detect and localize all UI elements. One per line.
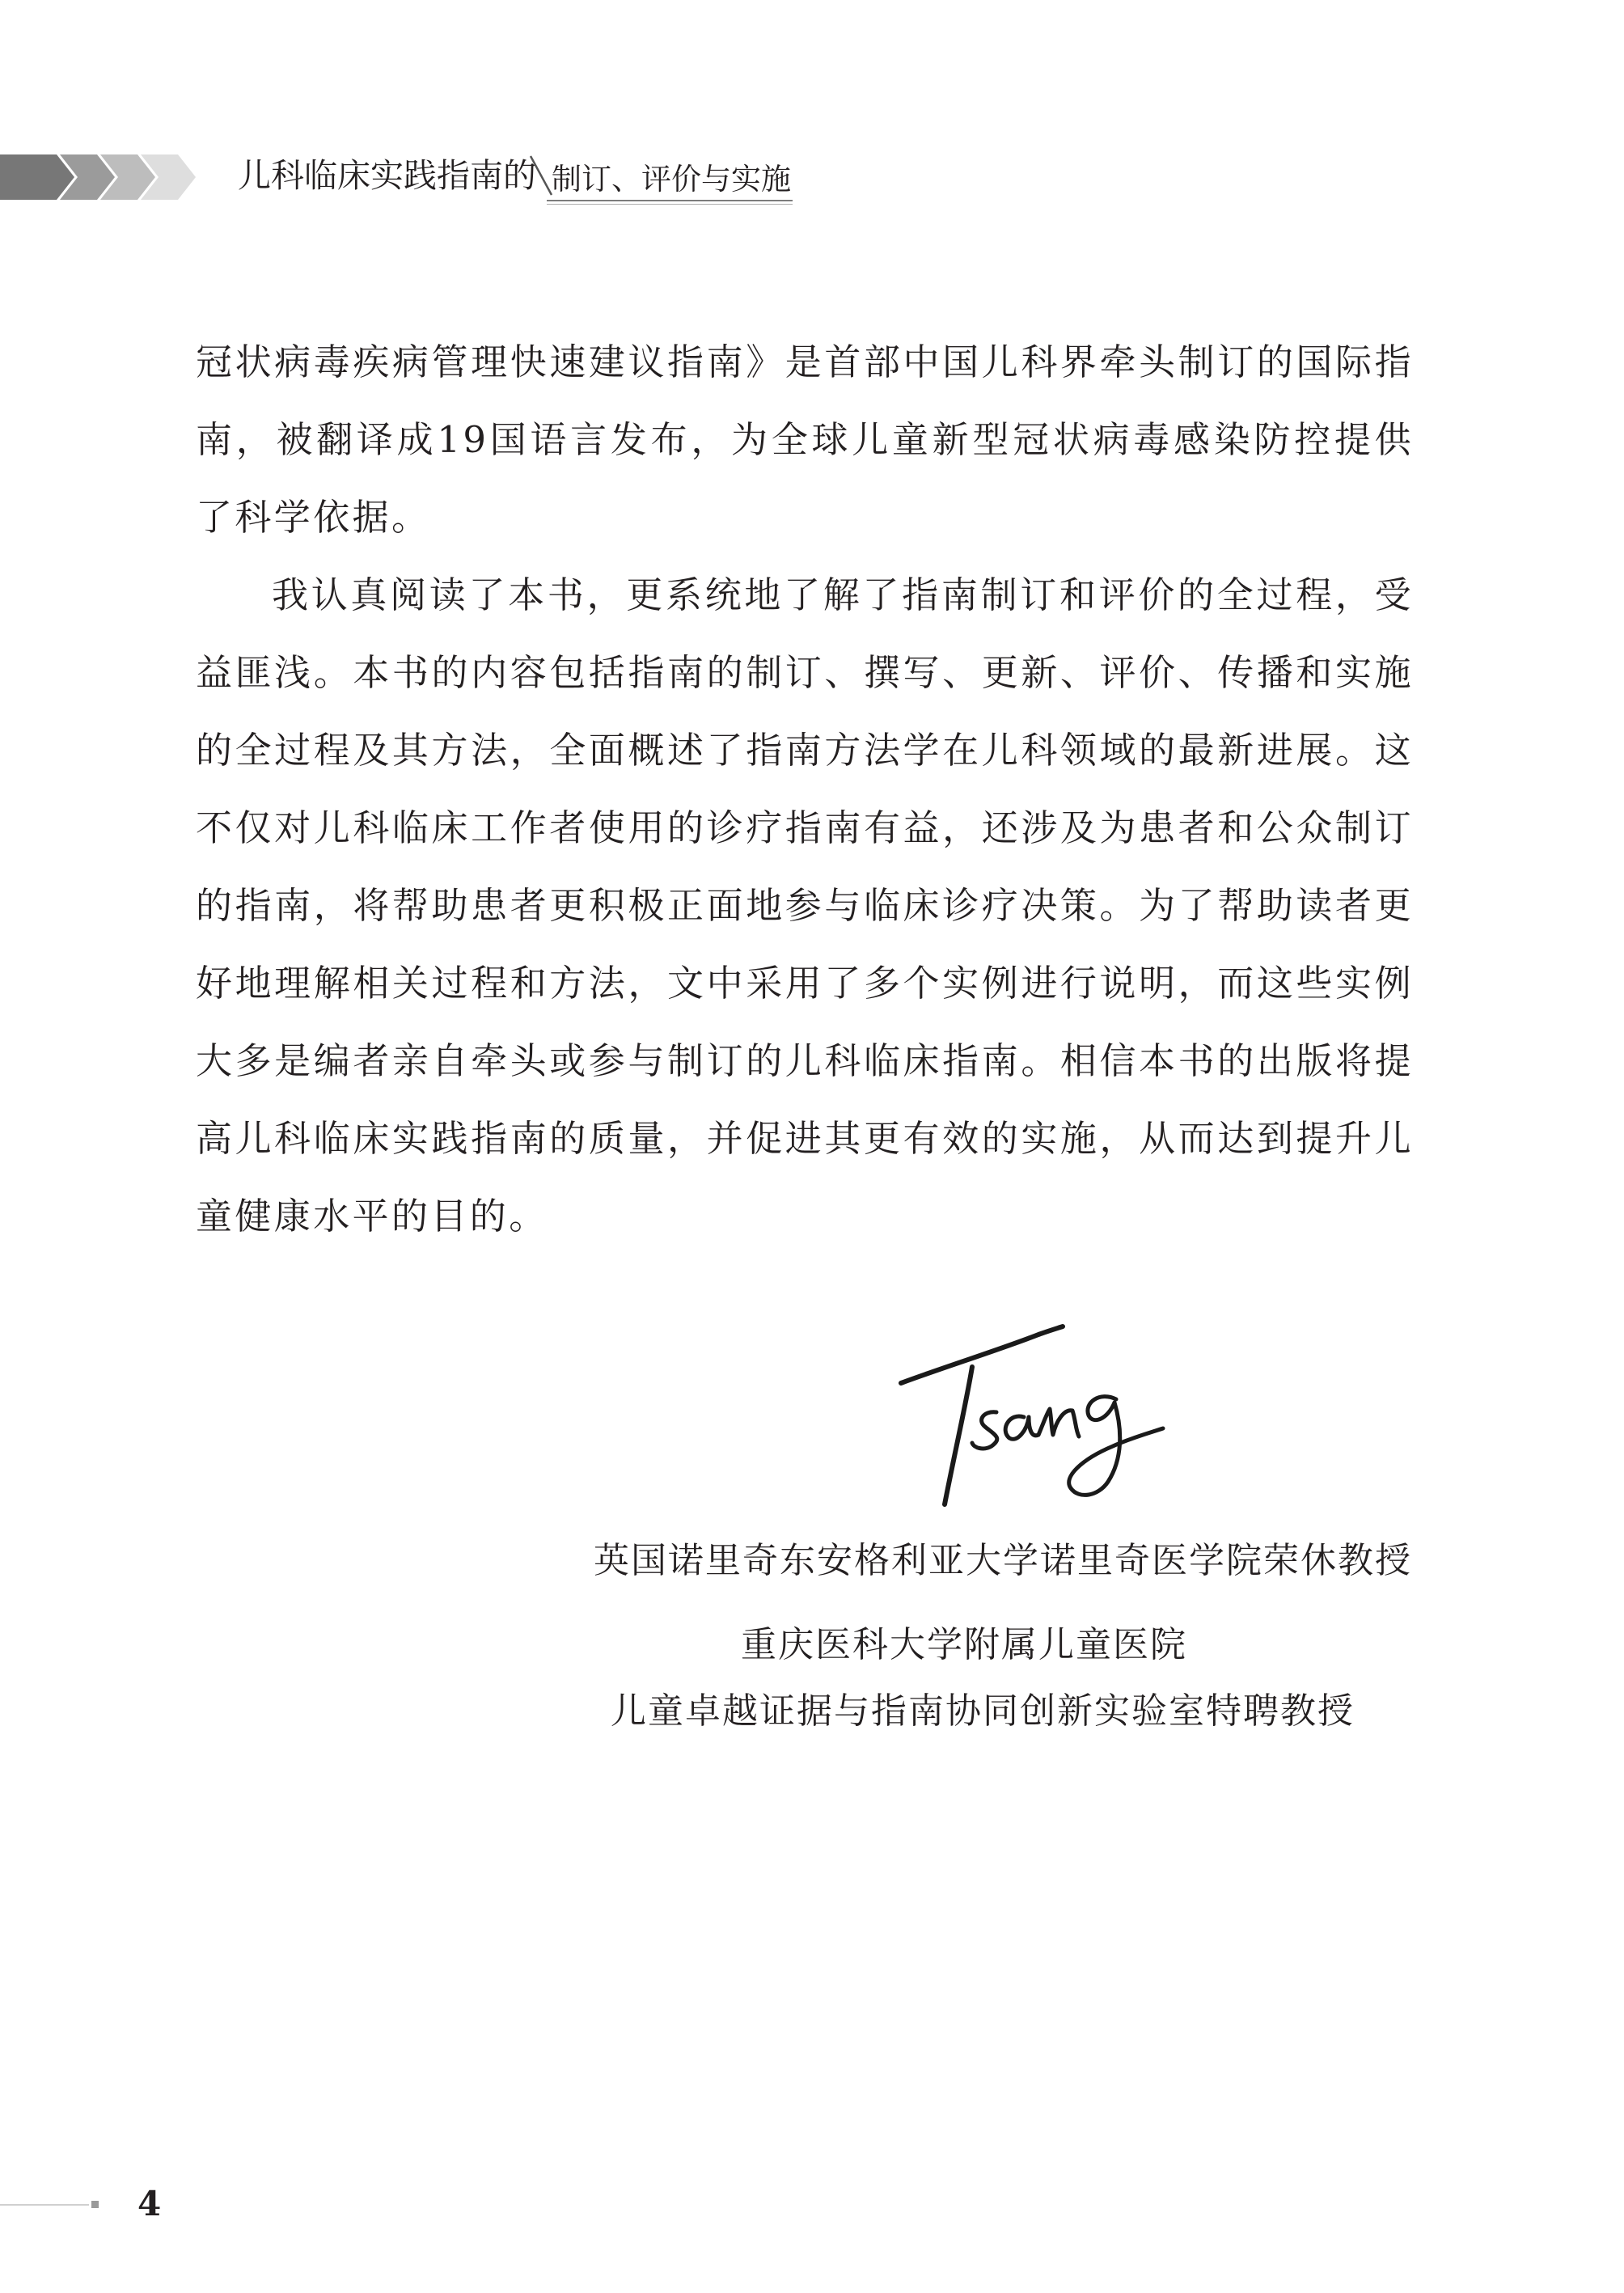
page-number: 4 <box>137 2184 162 2223</box>
paragraph-2: 我认真阅读了本书，更系统地了解了指南制订和评价的全过程，受益匪浅。本书的内容包括指南的制订、撰写、更新、评价、传播和实施的全过程及其方法，全面概述了指南方法学在儿科领域的最新进展。这不仅对儿科临床工作者使用的诊疗指南有益，还涉及为患者和公众制订的指南，将帮助患者更积极正面地参与临床诊疗决策。为了帮助读者更好地理解相关过程和方法，文中采用了多个实例进行说明，而这些实例大多是编者亲自牵头或参与制订的儿科临床指南。相信本书的出版将提高儿科临床实践指南的质量，并促进其更有效的实施，从而达到提升儿童健康水平的目的。 <box>196 573 1414 1237</box>
affiliation-line-2: 重庆医科大学附属儿童医院 <box>741 1624 1187 1665</box>
running-header <box>0 150 890 214</box>
footer-square-marker <box>91 2201 99 2208</box>
header-title-sub: 制订、评价与实施 <box>552 162 791 197</box>
paragraph-1: 冠状病毒疾病管理快速建议指南》是首部中国儿科界牵头制订的国际指南，被翻译成19国语言发布，为全球儿童新型冠状病毒感染防控提供了科学依据。 <box>196 341 1414 539</box>
signature <box>896 1317 1171 1519</box>
affiliation-line-3: 儿童卓越证据与指南协同创新实验室特聘教授 <box>611 1690 1355 1732</box>
header-underline-thin <box>547 204 793 205</box>
header-title-main: 儿科临床实践指南的 <box>238 156 536 195</box>
header-chevron-decoration <box>0 153 210 201</box>
body-text <box>196 324 1414 1255</box>
footer-rule <box>0 2204 89 2206</box>
affiliation-line-1: 英国诺里奇东安格利亚大学诺里奇医学院荣休教授 <box>594 1540 1412 1581</box>
header-underline <box>547 200 793 201</box>
